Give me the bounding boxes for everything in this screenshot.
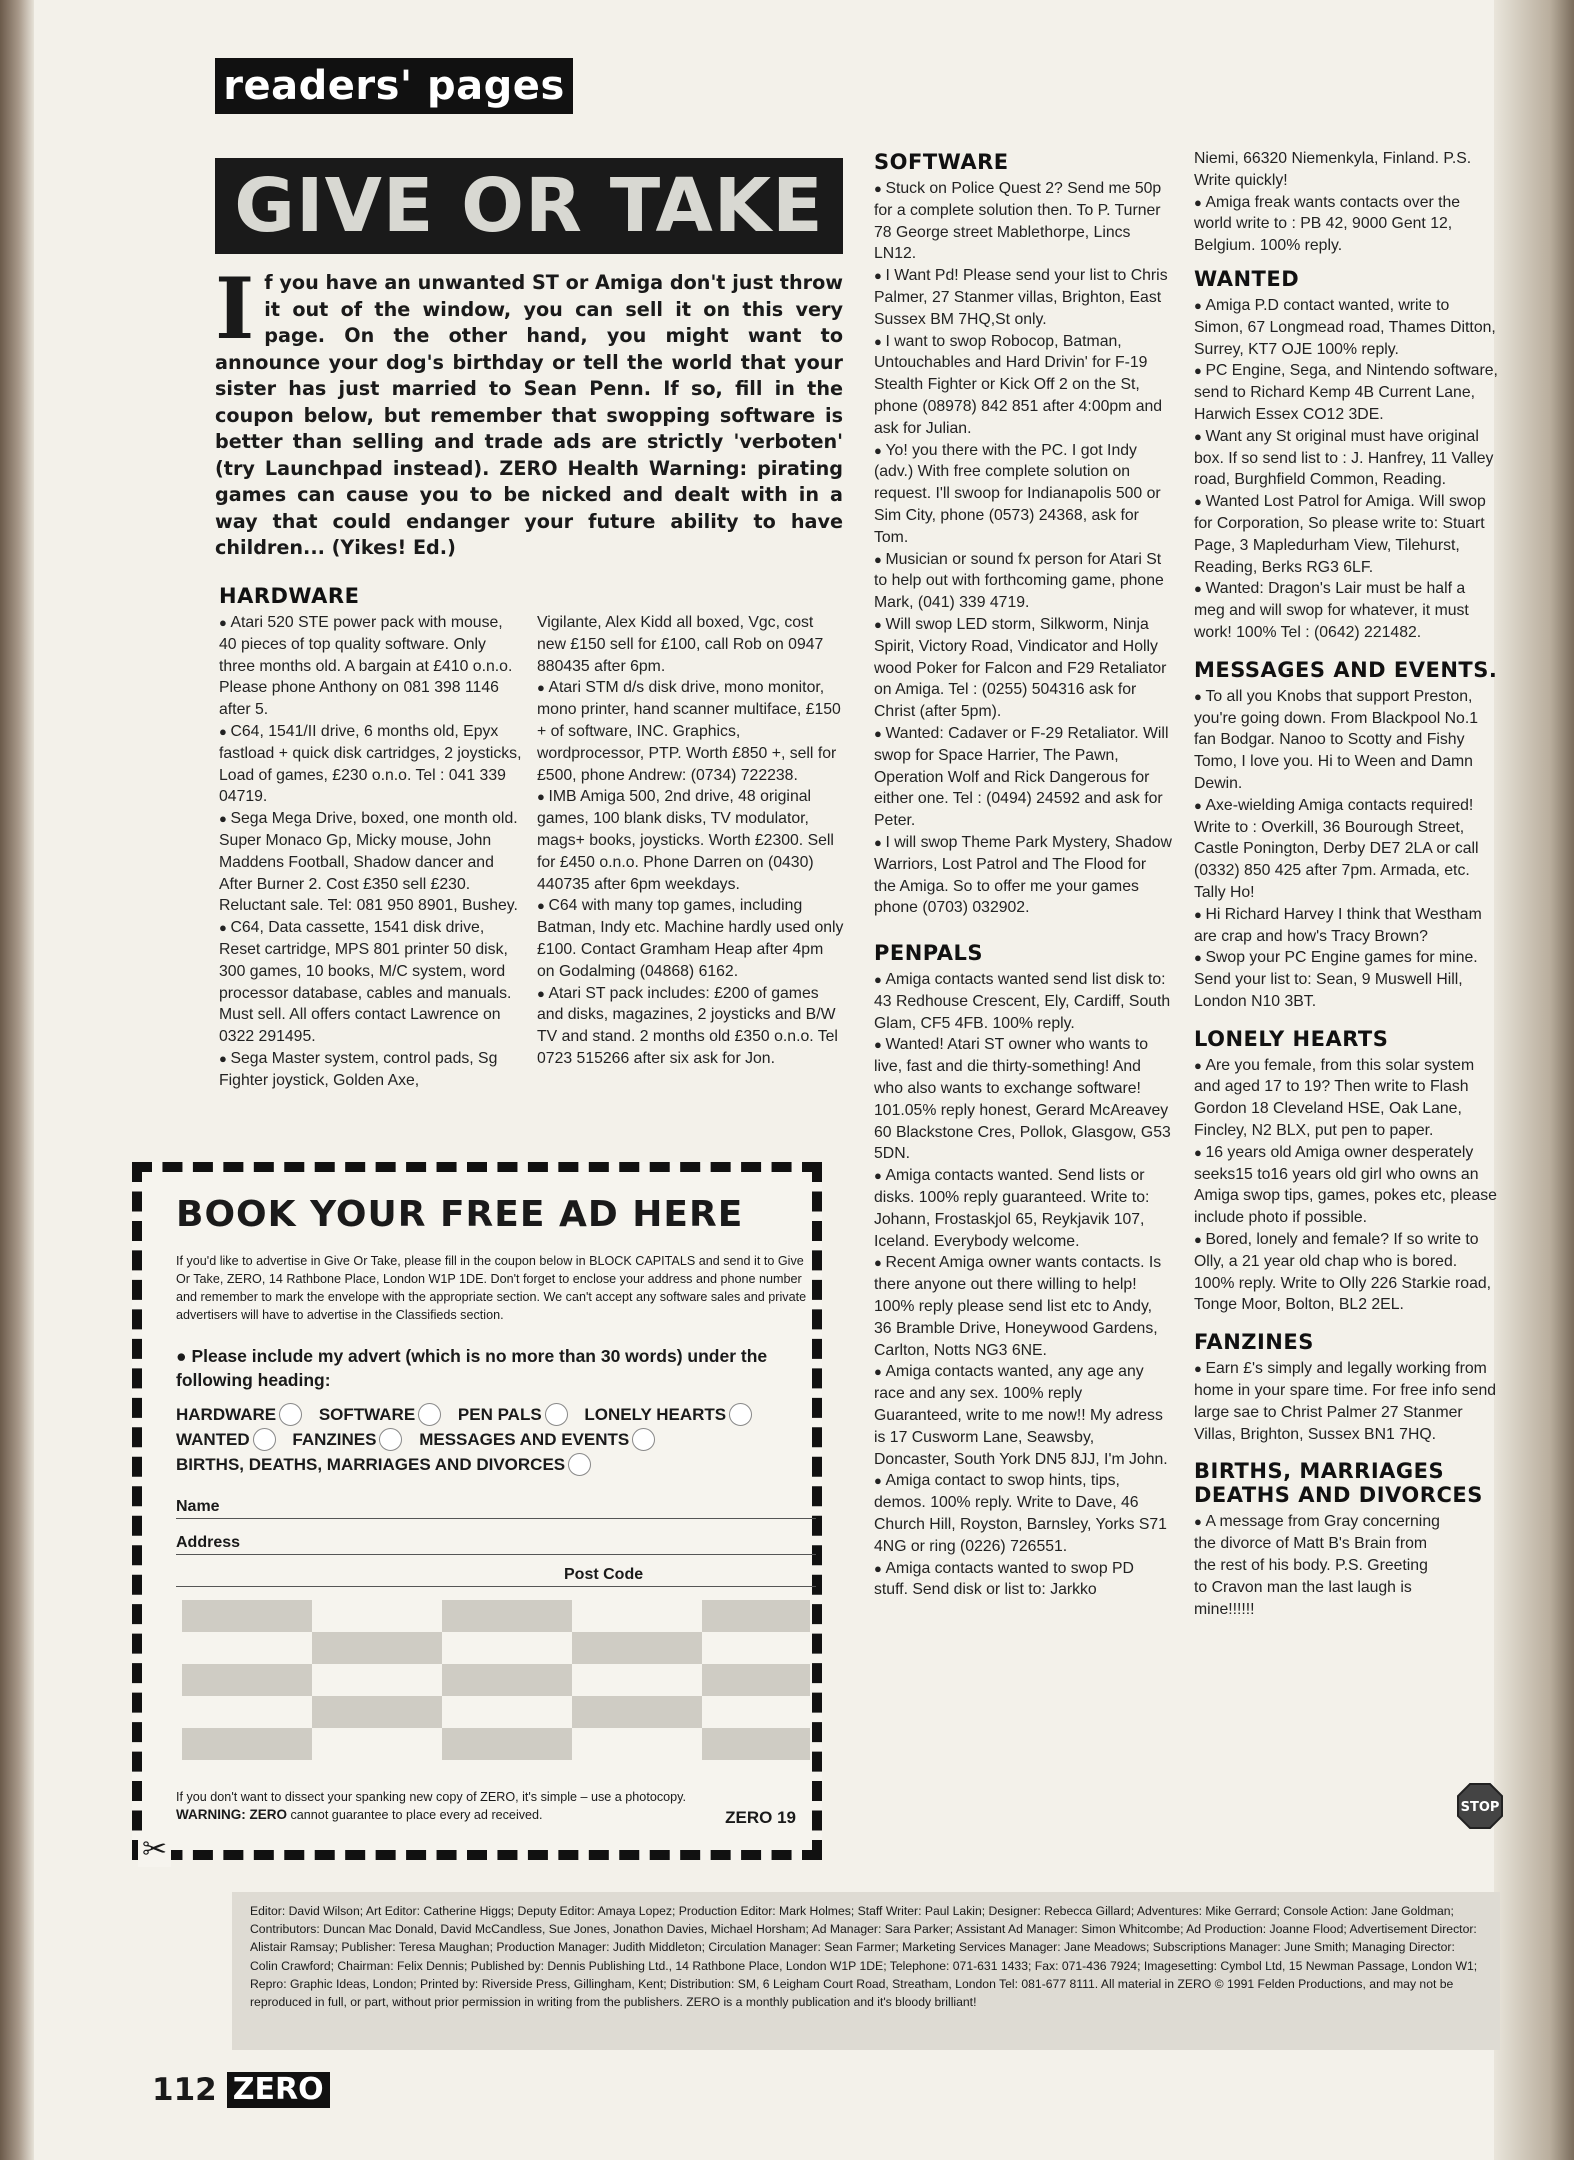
births-heading: BIRTHS, MARRIAGES DEATHS AND DIVORCES [1194,1459,1483,1508]
option-hardware[interactable] [176,1402,302,1427]
page-number: 112 [152,2072,217,2108]
name-label: Name [176,1498,220,1515]
issue-label: ZERO 19 [725,1808,796,1827]
word-grid[interactable] [182,1600,810,1764]
classified-item: ● IMB Amiga 500, 2nd drive, 48 original games, 100 blank disks, TV modulator, mags+ books, joysticks. Worth £2300. Sell for £450 o.n.o. Phone Darren on (0430) 440735 after 6pm weekdays. [537,786,845,895]
option-radio[interactable] [632,1428,655,1451]
warning-text: cannot guarantee to place every ad received. [290,1808,543,1822]
classified-item: ● Wanted Lost Patrol for Amiga. Will swop for Corporation, So please write to: Stuart Page, 3 Mapledurham View, Tilehurst, Reading, Berks RG3 6LF. [1194,491,1500,578]
page-binding [0,0,34,2160]
classified-item: ● Musician or sound fx person for Atari St to help out with forthcoming game, phone Mark, (041) 339 4719. [874,549,1172,614]
coupon-include-text: ● Please include my advert (which is no more than 30 words) under the following heading: [176,1346,768,1390]
classified-item: ● Amiga freak wants contacts over the world write to : PB 42, 9000 Gent 12, Belgium. 100% reply. [1194,192,1500,257]
intro-text: f you have an unwanted ST or Amiga don't just throw it out of the window, you can sell it on this very page. On the other hand, you might want to announce your dog's birthday or tell the world that your sister has just married to Sean Penn. If so, fill in the coupon below, but remember that swopping software is better than selling and trade ads are strictly 'verboten' (try Launchpad instead). ZERO Health Warning: pirating games can cause you to be nicked and dealt with in a way that could endanger your future ability to have children... (Yikes! Ed.) [215,271,843,559]
option-births[interactable] [176,1452,591,1477]
option-radio[interactable] [729,1403,752,1426]
postcode-field[interactable] [176,1566,816,1587]
wanted-heading: WANTED [1194,266,1300,291]
hardware-column-2 [537,612,845,1070]
heading-options [176,1402,816,1477]
classified-item: ● C64, Data cassette, 1541 disk drive, Reset cartridge, MPS 801 printer 50 disk, 300 games, 10 books, M/C system, word processor database, cables and manuals. Must sell. All offers contact Lawrence on 0322 291495. [219,917,524,1048]
software-heading: SOFTWARE [874,150,1009,174]
option-messages[interactable] [419,1427,655,1452]
classified-item: ● C64, 1541/II drive, 6 months old, Epyx fastload + quick disk cartridges, 2 joysticks, Load of games, £230 o.n.o. Tel : 041 339 04719. [219,721,524,808]
free-ad-coupon [132,1162,822,1866]
option-pen-pals[interactable] [458,1402,568,1427]
option-label: HARDWARE [176,1405,277,1424]
option-lonely-hearts[interactable] [584,1402,752,1427]
hardware-heading: HARDWARE [219,584,360,608]
classified-item: ● Want any St original must have original box. If so send list to : J. Hanfrey, 11 Valley road, Burghfield Common, Reading. [1194,426,1500,491]
option-label: MESSAGES AND EVENTS [419,1430,630,1449]
classified-item: ● Sega Mega Drive, boxed, one month old. Super Monaco Gp, Micky mouse, John Maddens Football, Shadow dancer and After Burner 2. Cost £350 sell £230. Reluctant sale. Tel: 081 950 8901, Bushey. [219,808,524,917]
lonely-hearts-heading: LONELY HEARTS [1194,1026,1389,1051]
classified-item: ● Amiga P.D contact wanted, write to Simon, 67 Longmead road, Thames Ditton, Surrey, KT7 OJE 100% reply. [1194,295,1500,360]
option-software[interactable] [319,1402,441,1427]
classified-item: ● Recent Amiga owner wants contacts. Is there anyone out there willing to help! 100% reply please send list etc to Andy, 36 Bramble Drive, Honeywood Gardens, Carlton, Notts NG3 6NE. [874,1252,1172,1361]
photocopy-note: If you don't want to dissect your spanking new copy of ZERO, it's simple – use a photocopy. [176,1790,686,1804]
classified-item: ● To all you Knobs that support Preston, you're going down. From Blackpool No.1 fan Bodgar. Nanoo to Scotty and Fishy Tomo, I love you. Hi to Ween and Damn Dewin. [1194,686,1500,795]
section-tag: readers' pages [215,58,573,114]
article-title: GIVE OR TAKE [234,163,824,249]
coupon-heading: BOOK YOUR FREE AD HERE [176,1194,744,1235]
classified-item: ● 16 years old Amiga owner desperately seeks15 to16 years old girl who owns an Amiga swop tips, games, pokes etc, please include photo if possible. [1194,1142,1500,1229]
magazine-logo: ZERO [227,2072,330,2108]
classified-item: ● Swop your PC Engine games for mine. Send your list to: Sean, 9 Muswell Hill, London N10 3BT. [1194,947,1500,1012]
classified-item: ● I Want Pd! Please send your list to Chris Palmer, 27 Stanmer villas, Brighton, East Sussex BM 7HQ,St only. [874,265,1172,330]
coupon-include-label: Please include my advert (which is no more than 30 words) under the following heading: [176,1346,768,1390]
stop-sign-icon [1456,1782,1504,1830]
classified-item: ● Are you female, from this solar system and aged 17 to 19? Then write to Flash Gordon 18 Cleveland HSE, Oak Lane, Fincley, N2 BLX, put pen to paper. [1194,1055,1500,1142]
classified-item: ● I will swop Theme Park Mystery, Shadow Warriors, Lost Patrol and The Flood for the Amiga. So to offer me your games phone (0703) 032902. [874,832,1172,919]
option-label: FANZINES [292,1430,377,1449]
intro-paragraph [215,259,843,562]
address-label: Address [176,1534,241,1551]
option-fanzines[interactable] [292,1427,402,1452]
classified-item: ● Wanted: Dragon's Lair must be half a meg and will swop for whatever, it must work! 100% Tel : (0642) 221482. [1194,578,1500,643]
name-field[interactable] [176,1498,816,1519]
article-title-block [215,158,843,254]
classified-item: Vigilante, Alex Kidd all boxed, Vgc, cost new £150 sell for £100, call Rob on 0947 880435 after 6pm. [537,614,824,675]
penpals-heading: PENPALS [874,941,984,966]
option-label: BIRTHS, DEATHS, MARRIAGES AND DIVORCES [176,1455,566,1474]
page-folio [152,2072,330,2108]
classified-item: ● Amiga contacts wanted. Send lists or disks. 100% reply guaranteed. Write to: Johann, Frostaskjol 65, Reykjavik 107, Iceland. Everybody welcome. [874,1165,1172,1252]
classified-item: ● Axe-wielding Amiga contacts required! Write to : Overkill, 36 Bourough Street, Castle Ponington, Derby DE7 2LA or call (0332) 850 425 after 7pm. Armada, etc. Tally Ho! [1194,795,1500,904]
option-label: SOFTWARE [318,1405,416,1424]
scissors-icon: ✂ [138,1832,171,1867]
classified-item: ● Wanted! Atari ST owner who wants to live, fast and die thirty-something! And who also wants to exchange software! 101.05% reply honest, Gerard McAreavey 60 Blackstone Cres, Pollok, Glasgow, G53 5DN. [874,1034,1172,1165]
coupon-footer [176,1788,816,1824]
software-column [874,150,1172,1601]
coupon-instructions: If you'd like to advertise in Give Or Take, please fill in the coupon below in BLOCK CAPITALS and send it to Give Or Take, ZERO, 14 Rathbone Place, London W1P 1DE. Don't forget to enclose your address and phone number and remember to mark the envelope with the appropriate section. We can't accept any software sales and private advertisers will have to advertise in the Classifieds section. [176,1254,807,1322]
option-wanted[interactable] [176,1427,276,1452]
classified-item: ● Atari ST pack includes: £200 of games and disks, magazines, 2 joysticks and B/W TV and stand. 2 months old £350 o.n.o. Tel 0723 515266 after six ask for Jon. [537,983,845,1070]
option-radio[interactable] [568,1453,591,1476]
messages-heading: MESSAGES AND EVENTS. [1194,657,1498,682]
classified-item: ● Amiga contacts wanted to swop PD stuff. Send disk or list to: Jarkko [874,1558,1172,1602]
classified-item: ● Hi Richard Harvey I think that Westham are crap and how's Tracy Brown? [1194,904,1500,948]
option-radio[interactable] [279,1403,302,1426]
classified-item: ● I want to swop Robocop, Batman, Untouchables and Hard Drivin' for F-19 Stealth Fighter or Kick Off 2 on the St, phone (08978) 842 851 after 4:00pm and ask for Julian. [874,331,1172,440]
drop-cap: I [215,259,255,358]
classified-item: ● C64 with many top games, including Batman, Indy etc. Machine hardly used only £100. Contact Gramham Heap after 4pm on Godalming (04868) 6162. [537,895,845,982]
stop-sign-label: STOP [1460,1800,1500,1815]
classified-item: Niemi, 66320 Niemenkyla, Finland. P.S. Write quickly! [1194,150,1472,189]
classified-item: ● Will swop LED storm, Silkworm, Ninja Spirit, Victory Road, Vindicator and Holly wood Poker for Falcon and F29 Retaliator on Amiga. Tel : (0255) 504316 ask for Christ (after 5pm). [874,614,1172,723]
classified-item: ● Amiga contacts wanted, any age any race and any sex. 100% reply Guaranteed, write to me now!! My adress is 17 Cusworm Lane, Seawsby, Doncaster, South York DN5 8JJ, I'm John. [874,1361,1172,1470]
classified-item: ● Earn £'s simply and legally working from home in your spare time. For free info send large sae to Christ Palmer 27 Stanmer Villas, Brighton, Sussex BN1 7HQ. [1194,1358,1500,1445]
option-label: WANTED [176,1430,250,1449]
classified-item: ● A message from Gray concerning the divorce of Matt B's Brain from the rest of his body. P.S. Greeting to Cravon man the last laugh is mine!!!!!! [1194,1511,1500,1620]
fanzines-heading: FANZINES [1194,1330,1314,1355]
classified-item: ● Yo! you there with the PC. I got Indy (adv.) With free complete solution on request. I'll swoop for Indianapolis 500 or Sim City, phone (0573) 24368, ask for Tom. [874,440,1172,549]
wanted-column [1194,148,1500,1620]
option-radio[interactable] [418,1403,441,1426]
classified-item: ● Stuck on Police Quest 2? Send me 50p for a complete solution then. To P. Turner 78 George street Mablethorpe, Lincs LN12. [874,178,1172,265]
hardware-column-1 [219,584,524,1092]
classified-item: ● Amiga contact to swop hints, tips, demos. 100% reply. Write to Dave, 46 Church Hill, Royston, Barnsley, Yorks S71 4NG or ring (0226) 726551. [874,1470,1172,1557]
option-label: LONELY HEARTS [584,1405,727,1424]
option-radio[interactable] [545,1403,568,1426]
option-label: PEN PALS [457,1405,542,1424]
classified-item: ● Atari STM d/s disk drive, mono monitor, mono printer, hand scanner multiface, £150 + of software, INC. Graphics, wordprocessor, PTP. Worth £850 +, sell for £500, phone Andrew: (0734) 722238. [537,677,845,786]
classified-item: ● Atari 520 STE power pack with mouse, 40 pieces of top quality software. Only three months old. A bargain at £410 o.n.o. Please phone Anthony on 081 398 1146 after 5. [219,612,524,721]
postcode-label: Post Code [564,1566,644,1583]
classified-item: ● Bored, lonely and female? If so write to Olly, a 21 year old chap who is bored. 100% reply. Write to Olly 226 Starkie road, Tonge Moor, Bolton, BL2 2EL. [1194,1229,1500,1316]
warning-label: WARNING: ZERO [176,1807,287,1822]
classified-item: ● Amiga contacts wanted send list disk to: 43 Redhouse Crescent, Ely, Cardiff, South Glam, CF5 4FB. 100% reply. [874,969,1172,1034]
classified-item: ● Wanted: Cadaver or F-29 Retaliator. Will swop for Space Harrier, The Pawn, Operation Wolf and Rick Dangerous for either one. Tel : (0494) 24592 and ask for Peter. [874,723,1172,832]
option-radio[interactable] [253,1428,276,1451]
address-field[interactable] [176,1534,816,1555]
page-edge [1494,0,1574,2160]
staff-credits: Editor: David Wilson; Art Editor: Catherine Higgs; Deputy Editor: Amaya Lopez; Production Editor: Mark Holmes; Staff Writer: Paul Lakin; Designer: Rebecca Gillard; Adventures: Mike Gerrard; Console Action: Jane Goldman; Contributors: Duncan Mac Donald, David McCandless, Sue Jones, Jonathon Davies, Michael Horsham; Ad Manager: Sara Parker; Assistant Ad Manager: Simon Whitcombe; Ad Production: Joanne Flood; Advertisement Director: Alistair Ramsay; Publisher: Teresa Maughan; Production Manager: Judith Middleton; Circulation Manager: Sean Farmer; Marketing Services Manager: Jane Meadows; Subscriptions Manager: June Smith; Managing Director: Colin Crawford; Chairman: Felix Dennis; Published by: Dennis Publishing Ltd., 14 Rathbone Place, London W1P 1DE; Telephone: 071-631 1433; Fax: 071-436 7924; Imagesetting: Cymbol Ltd, 15 Newman Passage, London W1; Repro: Graphic Ideas, London; Printed by: Riverside Press, Gillingham, Kent; Distribution: SM, 6 Leigham Court Road, Streatham, London Tel: 081-677 8111. All material in ZERO © 1991 Felden Productions, and may not be reproduced in full, or part, without prior permission in writing from the publishers. ZERO is a monthly publication and it's bloody brilliant! [232,1892,1500,2050]
option-radio[interactable] [379,1428,402,1451]
classified-item: ● Sega Master system, control pads, Sg Fighter joystick, Golden Axe, [219,1048,524,1092]
classified-item: ● PC Engine, Sega, and Nintendo software, send to Richard Kemp 4B Current Lane, Harwich Essex CO12 3DE. [1194,360,1500,425]
